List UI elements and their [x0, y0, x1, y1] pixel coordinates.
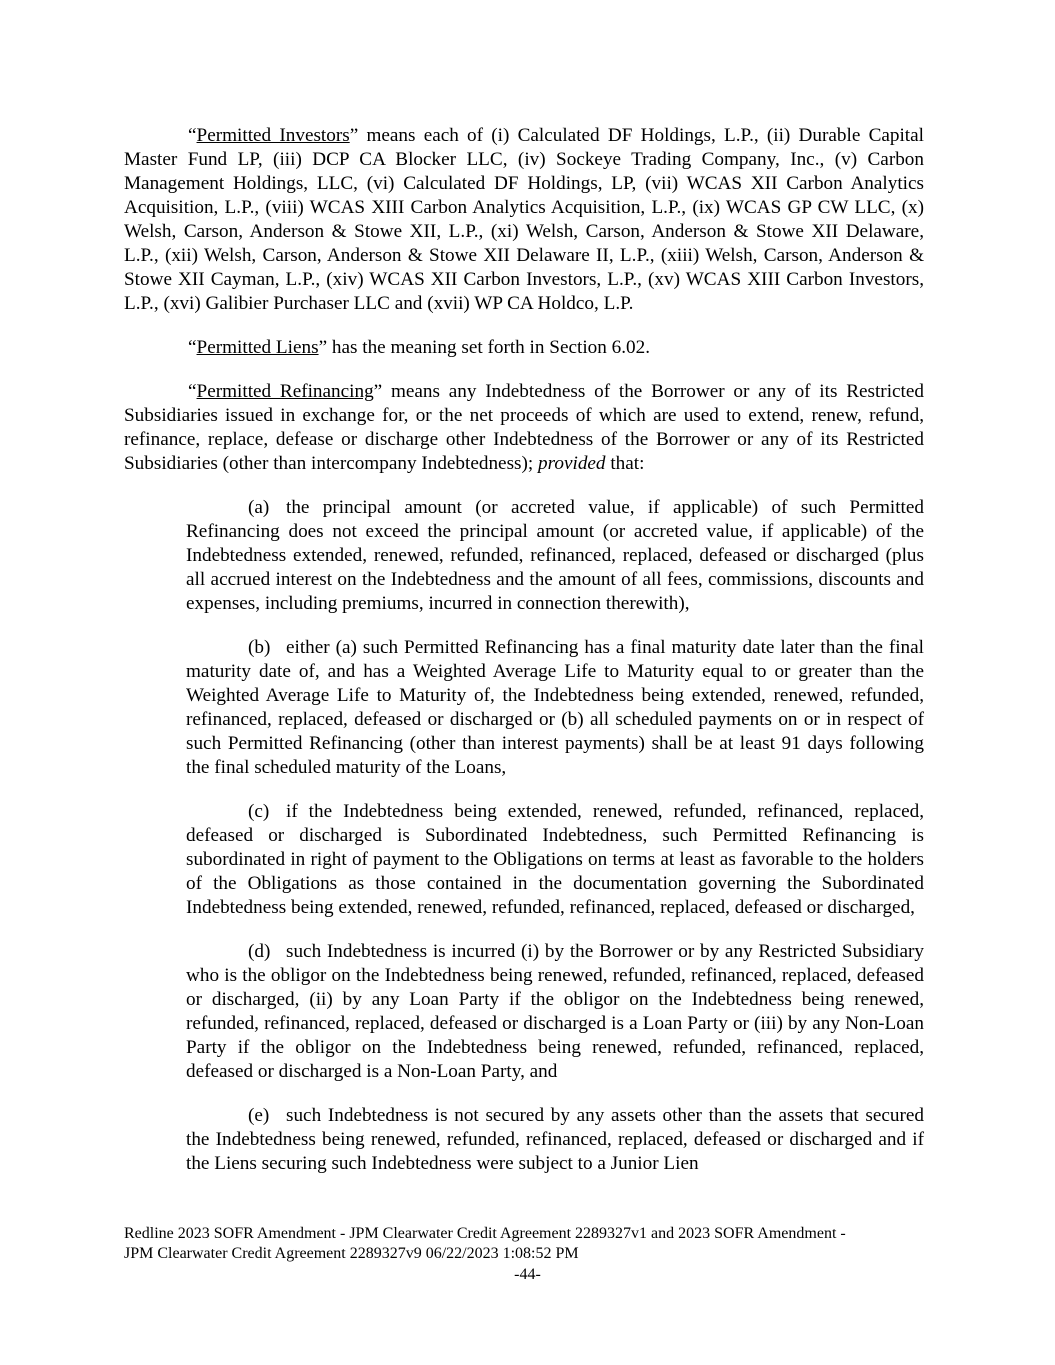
clause-label: (c) — [248, 801, 270, 822]
clause-b — [186, 636, 924, 780]
clause-d — [186, 940, 924, 1084]
clause-label: (b) — [248, 637, 271, 658]
clause-text: such Indebtedness is not secured by any assets other than the assets that secured the Indebtedness being renewed, refunded, refinanced, replaced, defeased or discharged and if the Liens securing such Indebtedness were subject to a Junior Lien — [186, 1105, 924, 1174]
clause-c — [186, 800, 924, 920]
footer-line-1: Redline 2023 SOFR Amendment - JPM Clearwater Credit Agreement 2289327v1 and 2023 SOFR Amendment - — [124, 1225, 846, 1242]
definition-permitted-investors: “Permitted Investors” means each of (i) Calculated DF Holdings, L.P., (ii) Durable Capital Master Fund LP, (iii) DCP CA Blocker LLC, (iv) Sockeye Trading Company, Inc., (v) Carbon Management Holdings, LLC, (vi) Calculated DF Holdings, LP, (vii) WCAS XII Carbon Analytics Acquisition, L.P., (viii) WCAS XIII Carbon Analytics Acquisition, L.P., (ix) WCAS GP CW LLC, (x) Welsh, Carson, Anderson & Stowe XII, L.P., (xi) Welsh, Carson, Anderson & Stowe XII Delaware, L.P., (xii) Welsh, Carson, Anderson & Stowe XII Delaware II, L.P., (xiii) Welsh, Carson, Anderson & Stowe XII Cayman, L.P., (xiv) WCAS XII Carbon Investors, L.P., (xv) WCAS XIII Carbon Investors, L.P., (xvi) Galibier Purchaser LLC and (xvii) WP CA Holdco, L.P. — [124, 125, 924, 314]
clause-text: either (a) such Permitted Refinancing has a final maturity date later than the final maturity date of, and has a Weighted Average Life to Maturity equal to or greater than the Weighted Average Life to Maturity of, the Indebtedness being extended, renewed, refunded, refinanced, replaced, defeased or discharged or (b) all scheduled payments on or in respect of such Permitted Refinancing (other than interest payments) shall be at least 91 days following the final scheduled maturity of the Loans, — [186, 637, 924, 778]
clause-text: the principal amount (or accreted value, if applicable) of such Permitted Refinancing does not exceed the principal amount (or accreted value, if applicable) of the Indebtedness extended, renewed, refunded, refinanced, replaced, defeased or discharged (plus all accrued interest on the Indebtedness and the amount of all fees, commissions, discounts and expenses, including premiums, incurred in connection therewith), — [186, 497, 924, 614]
page-number: -44- — [514, 1266, 541, 1283]
clause-label: (d) — [248, 941, 271, 962]
clause-e — [186, 1104, 924, 1176]
definition-permitted-refinancing: “Permitted Refinancing” means any Indebtedness of the Borrower or any of its Restricted Subsidiaries issued in exchange for, or the net proceeds of which are used to extend, renew, refund, refinance, replace, defease or discharge other Indebtedness of the Borrower or any of its Restricted Subsidiaries (other than intercompany Indebtedness); provided that: — [124, 381, 924, 474]
defined-term: Permitted Refinancing — [196, 381, 374, 402]
clause-text: if the Indebtedness being extended, renewed, refunded, refinanced, replaced, defeased or discharged is Subordinated Indebtedness, such Permitted Refinancing is subordinated in right of payment to the Obligations on terms at least as favorable to the holders of the Obligations as those contained in the documentation governing the Subordinated Indebtedness being extended, renewed, refunded, refinanced, replaced, defeased or discharged, — [186, 801, 924, 918]
provided-emphasis: provided — [538, 453, 606, 474]
definition-permitted-liens: “Permitted Liens” has the meaning set forth in Section 6.02. — [188, 337, 651, 358]
clause-label: (a) — [248, 497, 270, 518]
document-body — [124, 124, 924, 1196]
defined-term: Permitted Liens — [196, 337, 319, 358]
footer-line-2: JPM Clearwater Credit Agreement 2289327v9 06/22/2023 1:08:52 PM — [124, 1245, 579, 1262]
clause-label: (e) — [248, 1105, 270, 1126]
clause-text: such Indebtedness is incurred (i) by the Borrower or by any Restricted Subsidiary who is the obligor on the Indebtedness being renewed, refunded, refinanced, replaced, defeased or discharged, (ii) by any Loan Party if the obligor on the Indebtedness being renewed, refunded, refinanced, replaced, defeased or discharged is a Loan Party or (iii) by any Non-Loan Party if the obligor on the Indebtedness being renewed, refunded, refinanced, replaced, defeased or discharged is a Non-Loan Party, and — [186, 941, 924, 1082]
clause-a — [186, 496, 924, 616]
document-footer — [124, 1224, 924, 1264]
defined-term: Permitted Investors — [196, 125, 350, 146]
